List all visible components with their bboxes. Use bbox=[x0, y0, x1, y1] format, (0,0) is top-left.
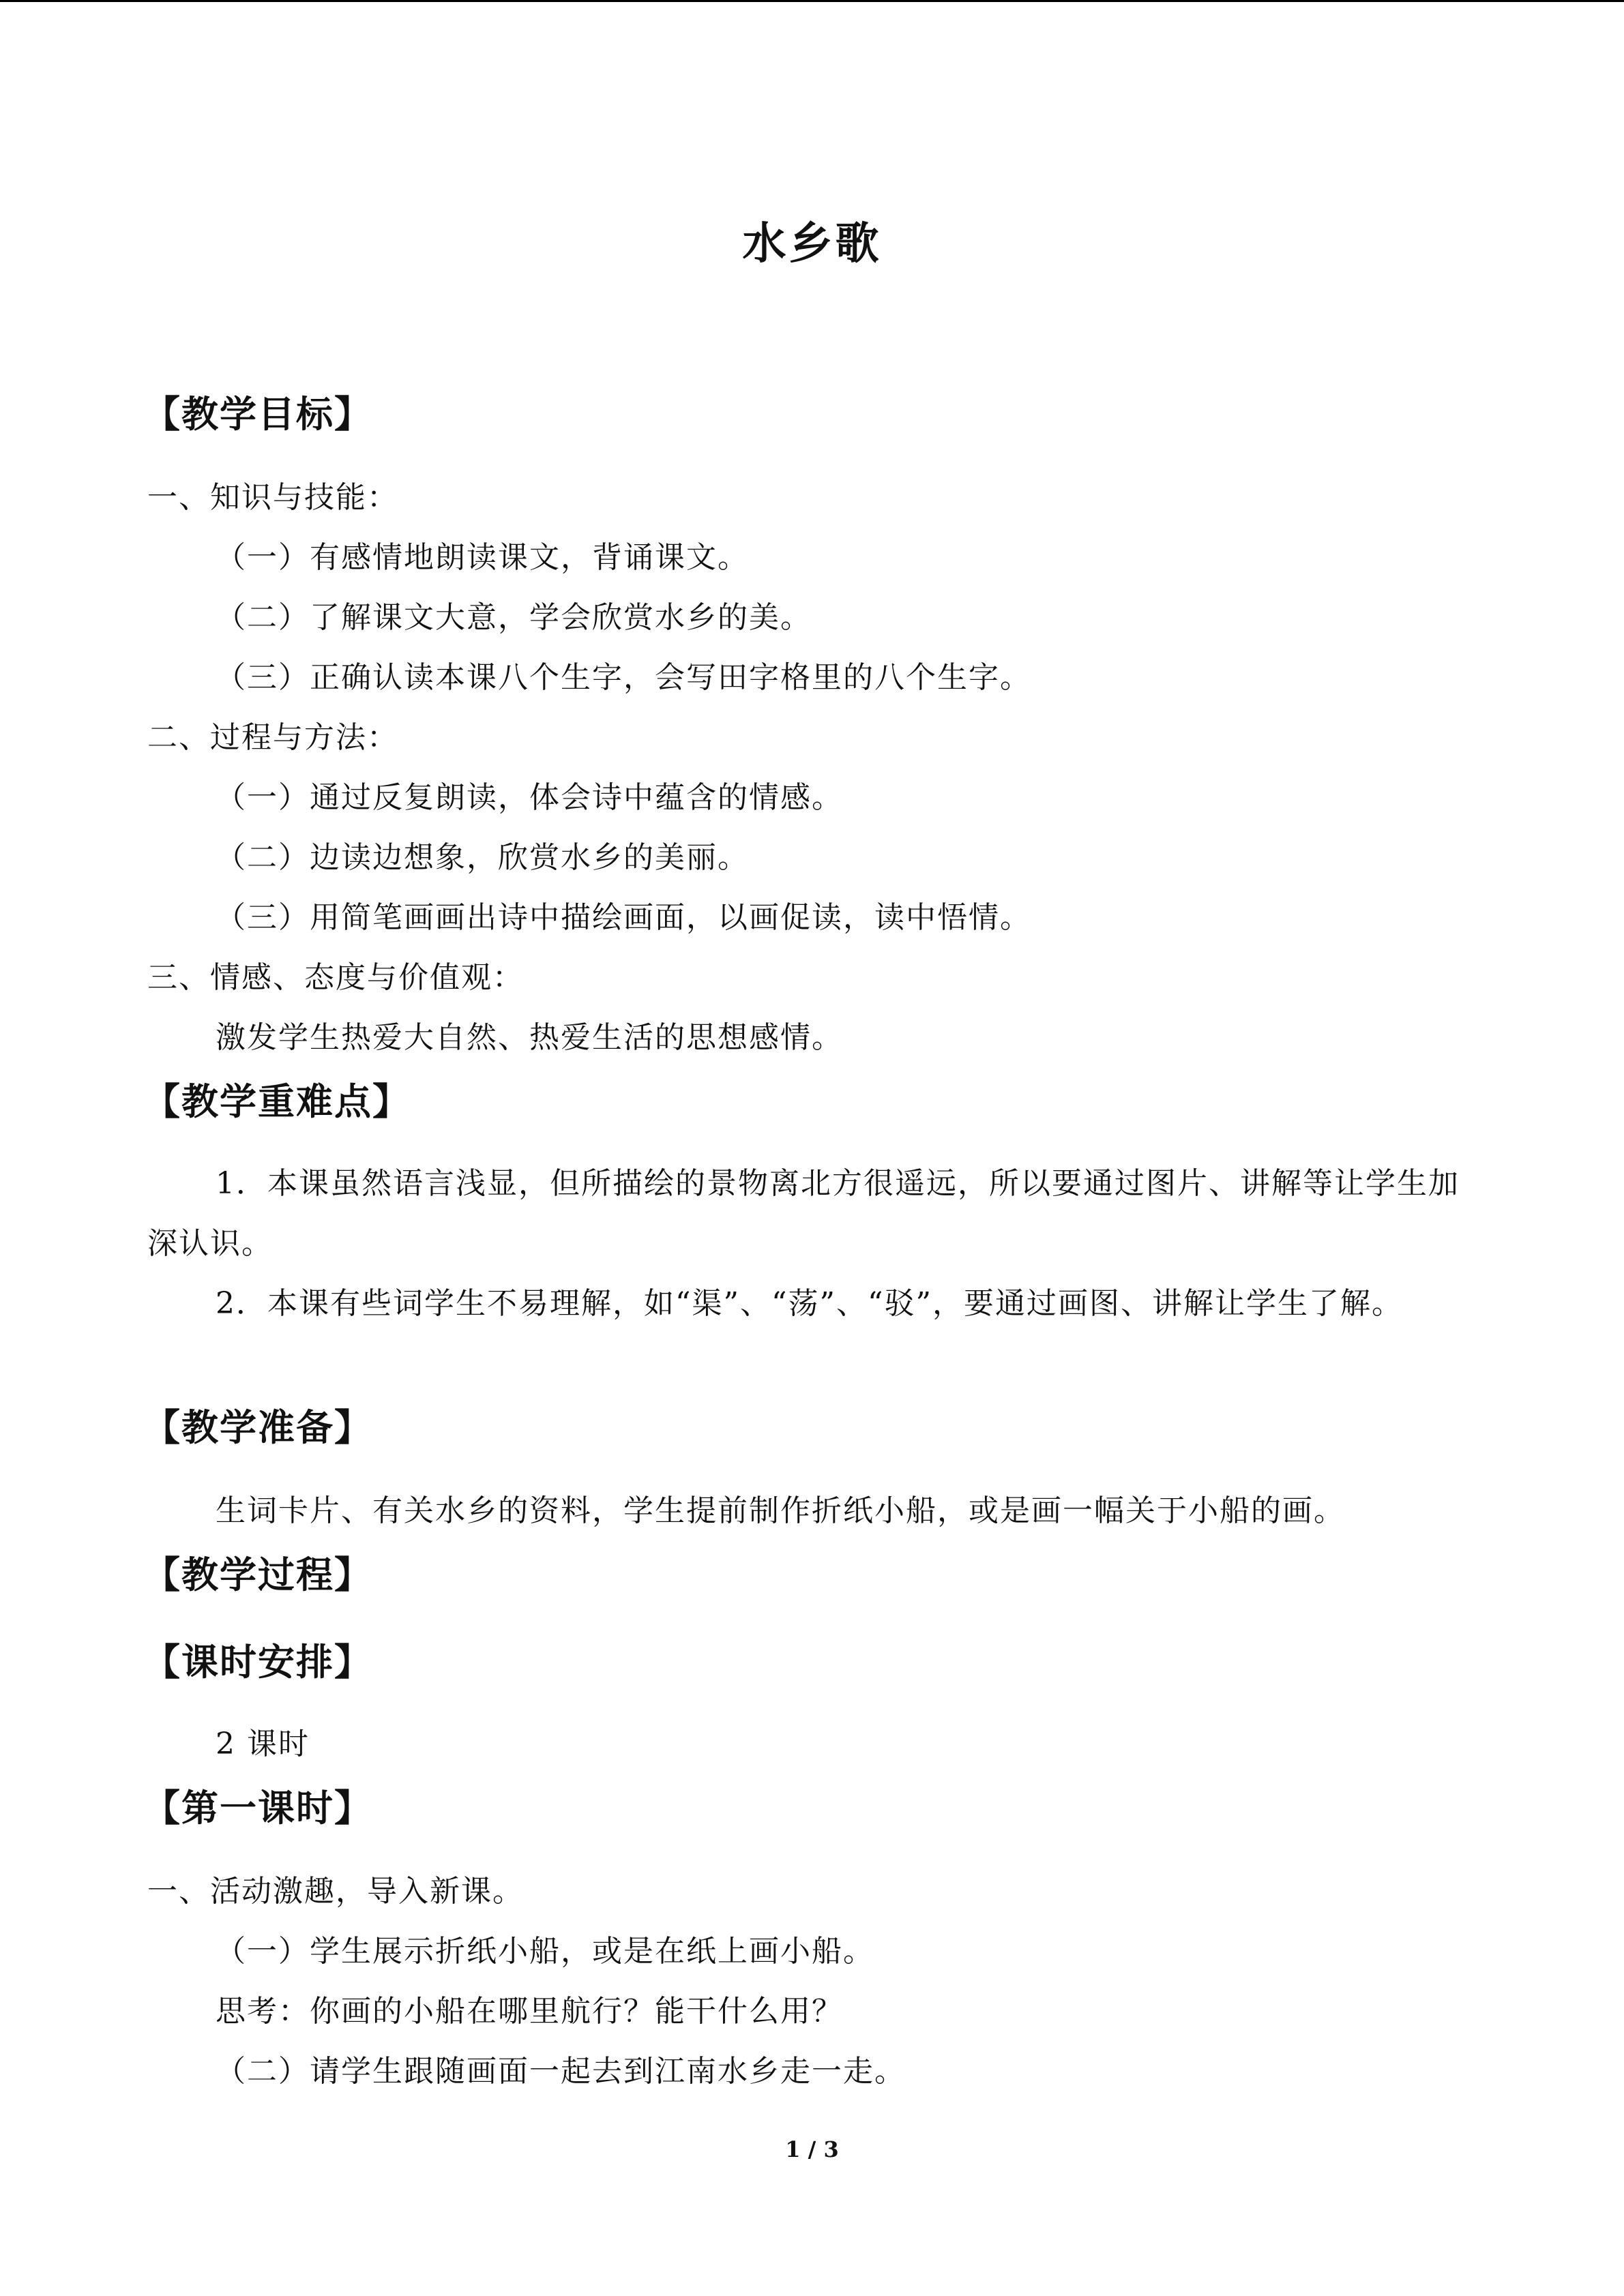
section-heading-process: 【教学过程】 bbox=[143, 1553, 372, 1596]
subheading-knowledge: 一、知识与技能： bbox=[147, 480, 398, 515]
list-item: （三）正确认读本课八个生字，会写田字格里的八个生字。 bbox=[216, 660, 1031, 695]
difficulty-paragraph-1: 1．本课虽然语言浅显，但所描绘的景物离北方很遥远，所以要通过图片、讲解等让学生加深认识。 bbox=[147, 1166, 1460, 1261]
list-item: （一）通过反复朗读，体会诗中蕴含的情感。 bbox=[216, 780, 843, 815]
list-item: （三）用简笔画画出诗中描绘画面，以画促读，读中悟情。 bbox=[216, 900, 1031, 935]
section-heading-preparation: 【教学准备】 bbox=[143, 1406, 372, 1449]
step-heading: 一、活动激趣，导入新课。 bbox=[147, 1874, 524, 1909]
subheading-process: 二、过程与方法： bbox=[147, 720, 398, 755]
list-item: （二）请学生跟随画面一起去到江南水乡走一走。 bbox=[216, 2054, 906, 2089]
think-question: 思考：你画的小船在哪里航行？能干什么用？ bbox=[216, 1994, 843, 2029]
page-number: 1 / 3 bbox=[785, 2136, 839, 2162]
section-heading-schedule: 【课时安排】 bbox=[143, 1641, 372, 1684]
list-item: （二）边读边想象，欣赏水乡的美丽。 bbox=[216, 840, 749, 875]
list-item: （二）了解课文大意，学会欣赏水乡的美。 bbox=[216, 600, 812, 635]
difficulty-paragraph-2: 2．本课有些词学生不易理解，如“渠”、“荡”、“驳”，要通过画图、讲解让学生了解。 bbox=[216, 1286, 1403, 1321]
preparation-text: 生词卡片、有关水乡的资料，学生提前制作折纸小船，或是画一幅关于小船的画。 bbox=[216, 1493, 1345, 1528]
attitude-text: 激发学生热爱大自然、热爱生活的思想感情。 bbox=[216, 1020, 843, 1055]
section-heading-goals: 【教学目标】 bbox=[143, 393, 372, 436]
subheading-attitude: 三、情感、态度与价值观： bbox=[147, 960, 524, 995]
section-heading-difficulties: 【教学重难点】 bbox=[143, 1080, 411, 1123]
section-heading-first-lesson: 【第一课时】 bbox=[143, 1787, 372, 1830]
document-title: 水乡歌 bbox=[742, 219, 882, 269]
list-item: （一）学生展示折纸小船，或是在纸上画小船。 bbox=[216, 1934, 874, 1969]
list-item: （一）有感情地朗读课文，背诵课文。 bbox=[216, 540, 749, 575]
schedule-text: 2 课时 bbox=[216, 1727, 310, 1761]
